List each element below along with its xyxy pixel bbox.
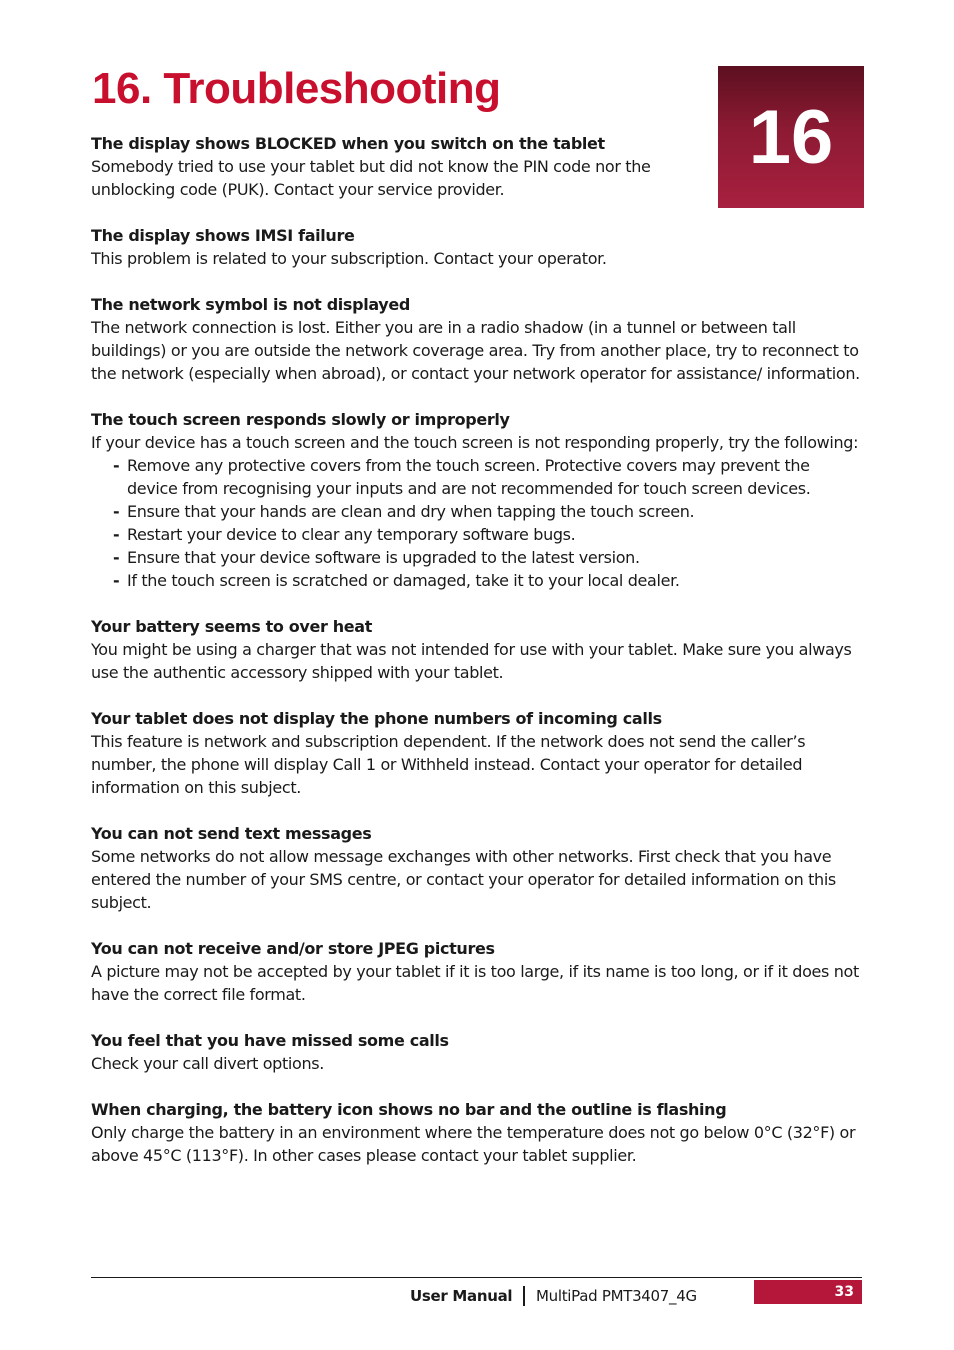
- section-body: A picture may not be accepted by your tablet if it is too large, if its name is too long, or if it does not have the correct file format.: [91, 962, 859, 1004]
- page-title: 16. Troubleshooting: [92, 64, 501, 113]
- section-incoming-numbers: [91, 707, 861, 799]
- list-item-text: Ensure that your device software is upgraded to the latest version.: [127, 548, 640, 567]
- list-item-text: If the touch screen is scratched or damaged, take it to your local dealer.: [127, 571, 680, 590]
- section-jpeg-pictures: [91, 937, 861, 1006]
- chapter-number: 16: [748, 95, 834, 180]
- list-item: [91, 523, 861, 546]
- section-heading: Your tablet does not display the phone numbers of incoming calls: [91, 709, 662, 728]
- section-body: Check your call divert options.: [91, 1054, 324, 1073]
- bullet-dash: -: [113, 548, 120, 567]
- section-body: The network connection is lost. Either you are in a radio shadow (in a tunnel or between tall buildings) or you are outside the network coverage area. Try from another place, try to reconnect to the network (especially when abroad), or contact your network operator for assistance/ information.: [91, 318, 860, 383]
- section-heading: The display shows BLOCKED when you switch on the tablet: [91, 134, 605, 153]
- bullet-dash: -: [113, 571, 120, 590]
- footer-divider: [91, 1277, 862, 1278]
- page-number: 33: [834, 1284, 854, 1300]
- section-body: Some networks do not allow message exchanges with other networks. First check that you have entered the number of your SMS centre, or contact your operator for detailed information on this subject.: [91, 847, 836, 912]
- section-heading: You can not receive and/or store JPEG pictures: [91, 939, 495, 958]
- section-heading: The display shows IMSI failure: [91, 226, 355, 245]
- bullet-list: [91, 454, 861, 592]
- section-text-messages: [91, 822, 861, 914]
- page-number-box: [754, 1280, 862, 1304]
- section-imsi-failure: [91, 224, 861, 270]
- footer-product-name: MultiPad PMT3407_4G: [536, 1287, 697, 1305]
- section-body: This problem is related to your subscription. Contact your operator.: [91, 249, 607, 268]
- section-battery-heat: [91, 615, 861, 684]
- list-item: [91, 500, 861, 523]
- list-item: [91, 546, 861, 569]
- section-body: Only charge the battery in an environment where the temperature does not go below 0°C (32°F) or above 45°C (113°F). In other cases please contact your tablet supplier.: [91, 1123, 856, 1165]
- section-heading: You feel that you have missed some calls: [91, 1031, 449, 1050]
- section-missed-calls: [91, 1029, 861, 1075]
- list-item-text: Remove any protective covers from the touch screen. Protective covers may prevent the device from recognising your inputs and are not recommended for touch screen devices.: [127, 456, 811, 498]
- section-network-symbol: [91, 293, 861, 385]
- section-heading: You can not send text messages: [91, 824, 372, 843]
- list-item-text: Ensure that your hands are clean and dry when tapping the touch screen.: [127, 502, 695, 521]
- list-item-text: Restart your device to clear any temporary software bugs.: [127, 525, 576, 544]
- footer-separator: [523, 1286, 525, 1306]
- section-blocked: [91, 132, 861, 201]
- section-heading: The network symbol is not displayed: [91, 295, 410, 314]
- section-body: If your device has a touch screen and the touch screen is not responding properly, try the following:: [91, 433, 859, 452]
- list-item: [91, 569, 861, 592]
- section-battery-charging: [91, 1098, 861, 1167]
- section-touch-screen: [91, 408, 861, 592]
- section-body: Somebody tried to use your tablet but did not know the PIN code nor the unblocking code (PUK). Contact your service provider.: [91, 157, 651, 199]
- section-heading: The touch screen responds slowly or improperly: [91, 410, 510, 429]
- list-item: [91, 454, 861, 500]
- troubleshooting-content: [91, 132, 861, 1190]
- section-body: You might be using a charger that was not intended for use with your tablet. Make sure you always use the authentic accessory shipped with your tablet.: [91, 640, 852, 682]
- bullet-dash: -: [113, 525, 120, 544]
- section-heading: When charging, the battery icon shows no bar and the outline is flashing: [91, 1100, 727, 1119]
- bullet-dash: -: [113, 456, 120, 475]
- bullet-dash: -: [113, 502, 120, 521]
- footer-manual-label: User Manual: [410, 1287, 513, 1305]
- section-body: This feature is network and subscription dependent. If the network does not send the caller’s number, the phone will display Call 1 or Withheld instead. Contact your operator for detailed information on this subject.: [91, 732, 806, 797]
- section-heading: Your battery seems to over heat: [91, 617, 373, 636]
